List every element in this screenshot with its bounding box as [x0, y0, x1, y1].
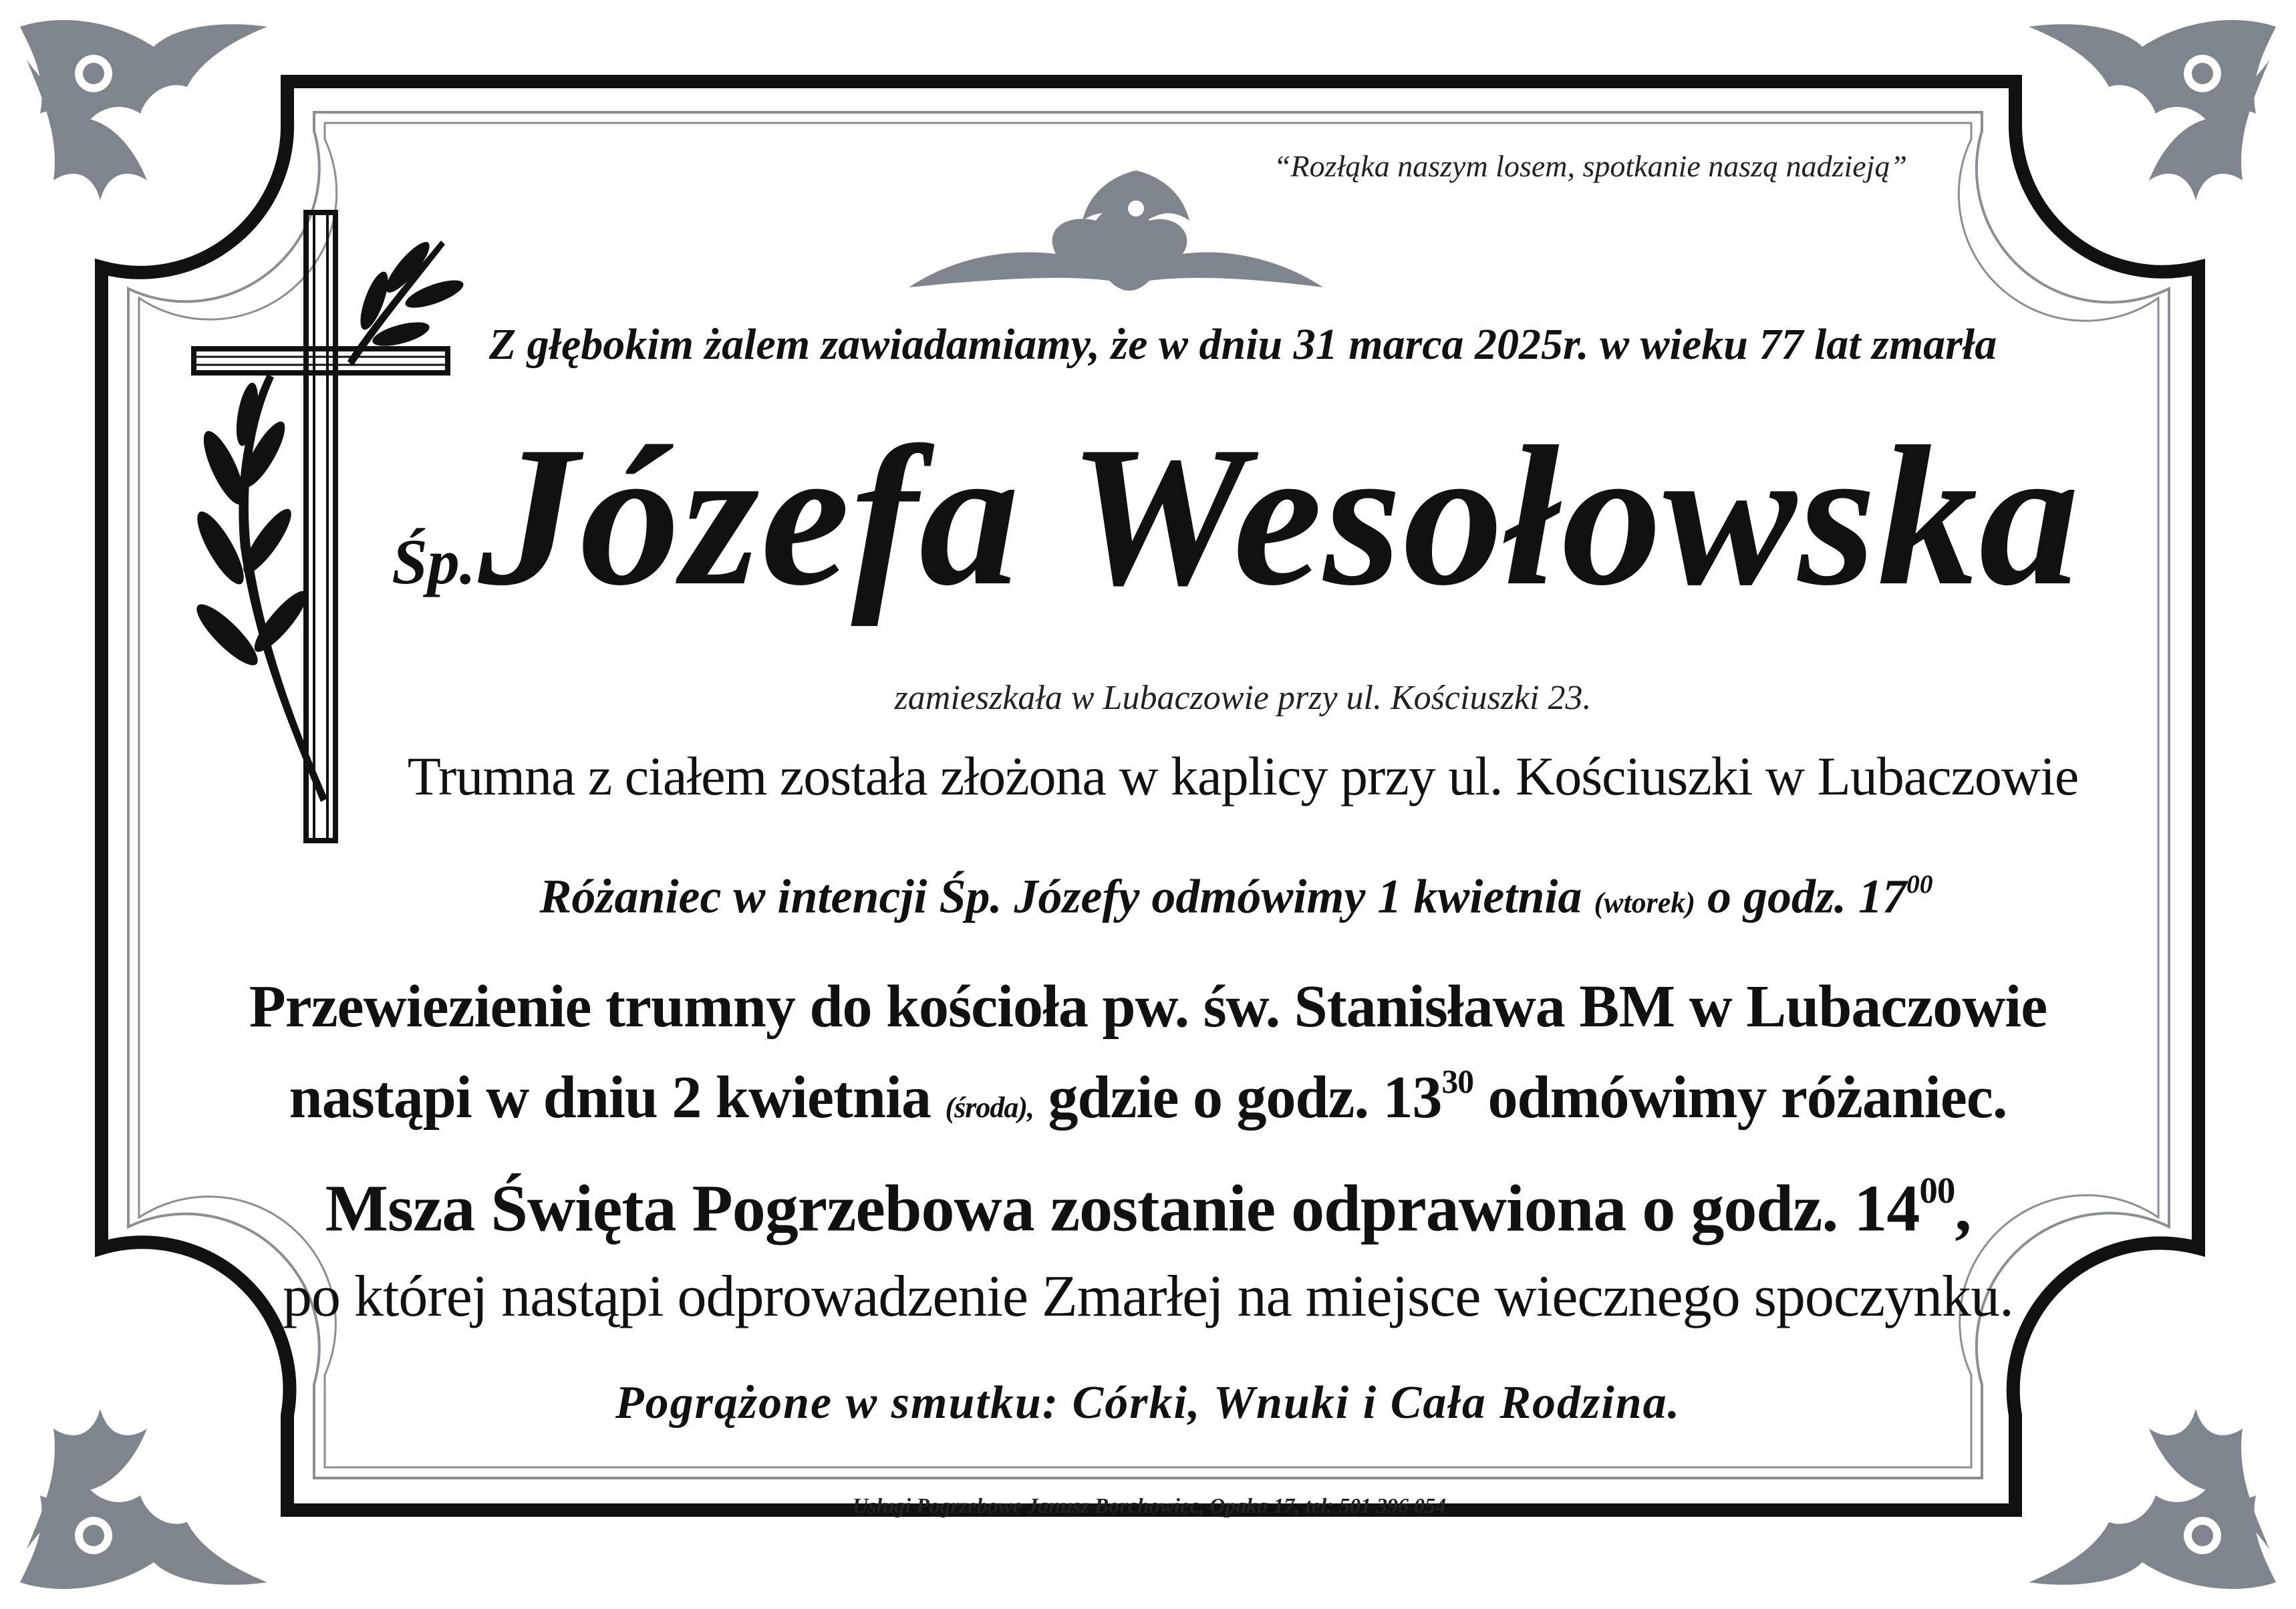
transfer-time: gdzie o godz. 13 — [1048, 1064, 1442, 1131]
transfer-rosary: odmówimy różaniec. — [1487, 1064, 2007, 1131]
deceased-name-block — [321, 401, 2152, 627]
mass-comma: , — [1955, 1171, 1971, 1246]
rosary-time: o godz. 17 — [1707, 869, 1906, 923]
announcement-intro: Z głębokim żalem zawiadamiamy, że w dniu 31 marca 2025r. w wieku 77 lat zmarła — [488, 320, 1997, 369]
corner-ornament-bottom-right — [2029, 1409, 2276, 1589]
mass-time-minutes: 00 — [1919, 1170, 1955, 1211]
transfer-time-minutes: 30 — [1441, 1063, 1473, 1100]
corner-ornament-top-left — [20, 20, 267, 200]
residence-line: zamieszkała w Lubaczowie przy ul. Kościuszki 23. — [894, 679, 1592, 717]
mass-text: Msza Święta Pogrzebowa zostanie odprawiona o godz. 14 — [325, 1171, 1920, 1246]
rosary-text: Różaniec w intencji Śp. Józefy odmówimy 1 kwietnia — [539, 869, 1582, 923]
rosary-time-minutes: 00 — [1906, 869, 1933, 899]
mass-line-2: po której nastąpi odprowadzenie Zmarłej na miejsce wiecznego spoczynku. — [282, 1264, 2013, 1329]
top-center-ornament — [909, 170, 1323, 291]
mass-line-1 — [120, 1169, 2176, 1246]
corner-ornament-bottom-left — [20, 1409, 267, 1589]
funeral-home-footer: Usługi Pogrzebowe Janusz Borchowiec, Opaka 17, tel: 501 396 054 — [852, 1493, 1447, 1517]
rosary-day: (wtorek) — [1594, 886, 1695, 919]
name-prefix: Śp. — [392, 526, 476, 597]
coffin-location-line: Trumna z ciałem została złożona w kaplicy przy ul. Kościuszki w Lubaczowie — [407, 746, 2079, 807]
corner-ornament-top-right — [2029, 20, 2276, 200]
transfer-day: (środa), — [945, 1091, 1034, 1125]
rosary-line — [321, 869, 2152, 925]
mourners-line: Pogrążone w smutku: Córki, Wnuki i Cała Rodzina. — [615, 1377, 1681, 1429]
motto-quote: “Rozłąka naszym losem, spotkanie naszą nadzieją” — [1273, 149, 1908, 183]
transfer-date: nastąpi w dniu 2 kwietnia — [289, 1064, 931, 1131]
transfer-line-2 — [120, 1062, 2176, 1132]
transfer-line-1: Przewiezienie trumny do kościoła pw. św. Stanisława BM w Lubaczowie — [249, 974, 2047, 1040]
deceased-name: Józefa Wesołowska — [478, 405, 2081, 627]
